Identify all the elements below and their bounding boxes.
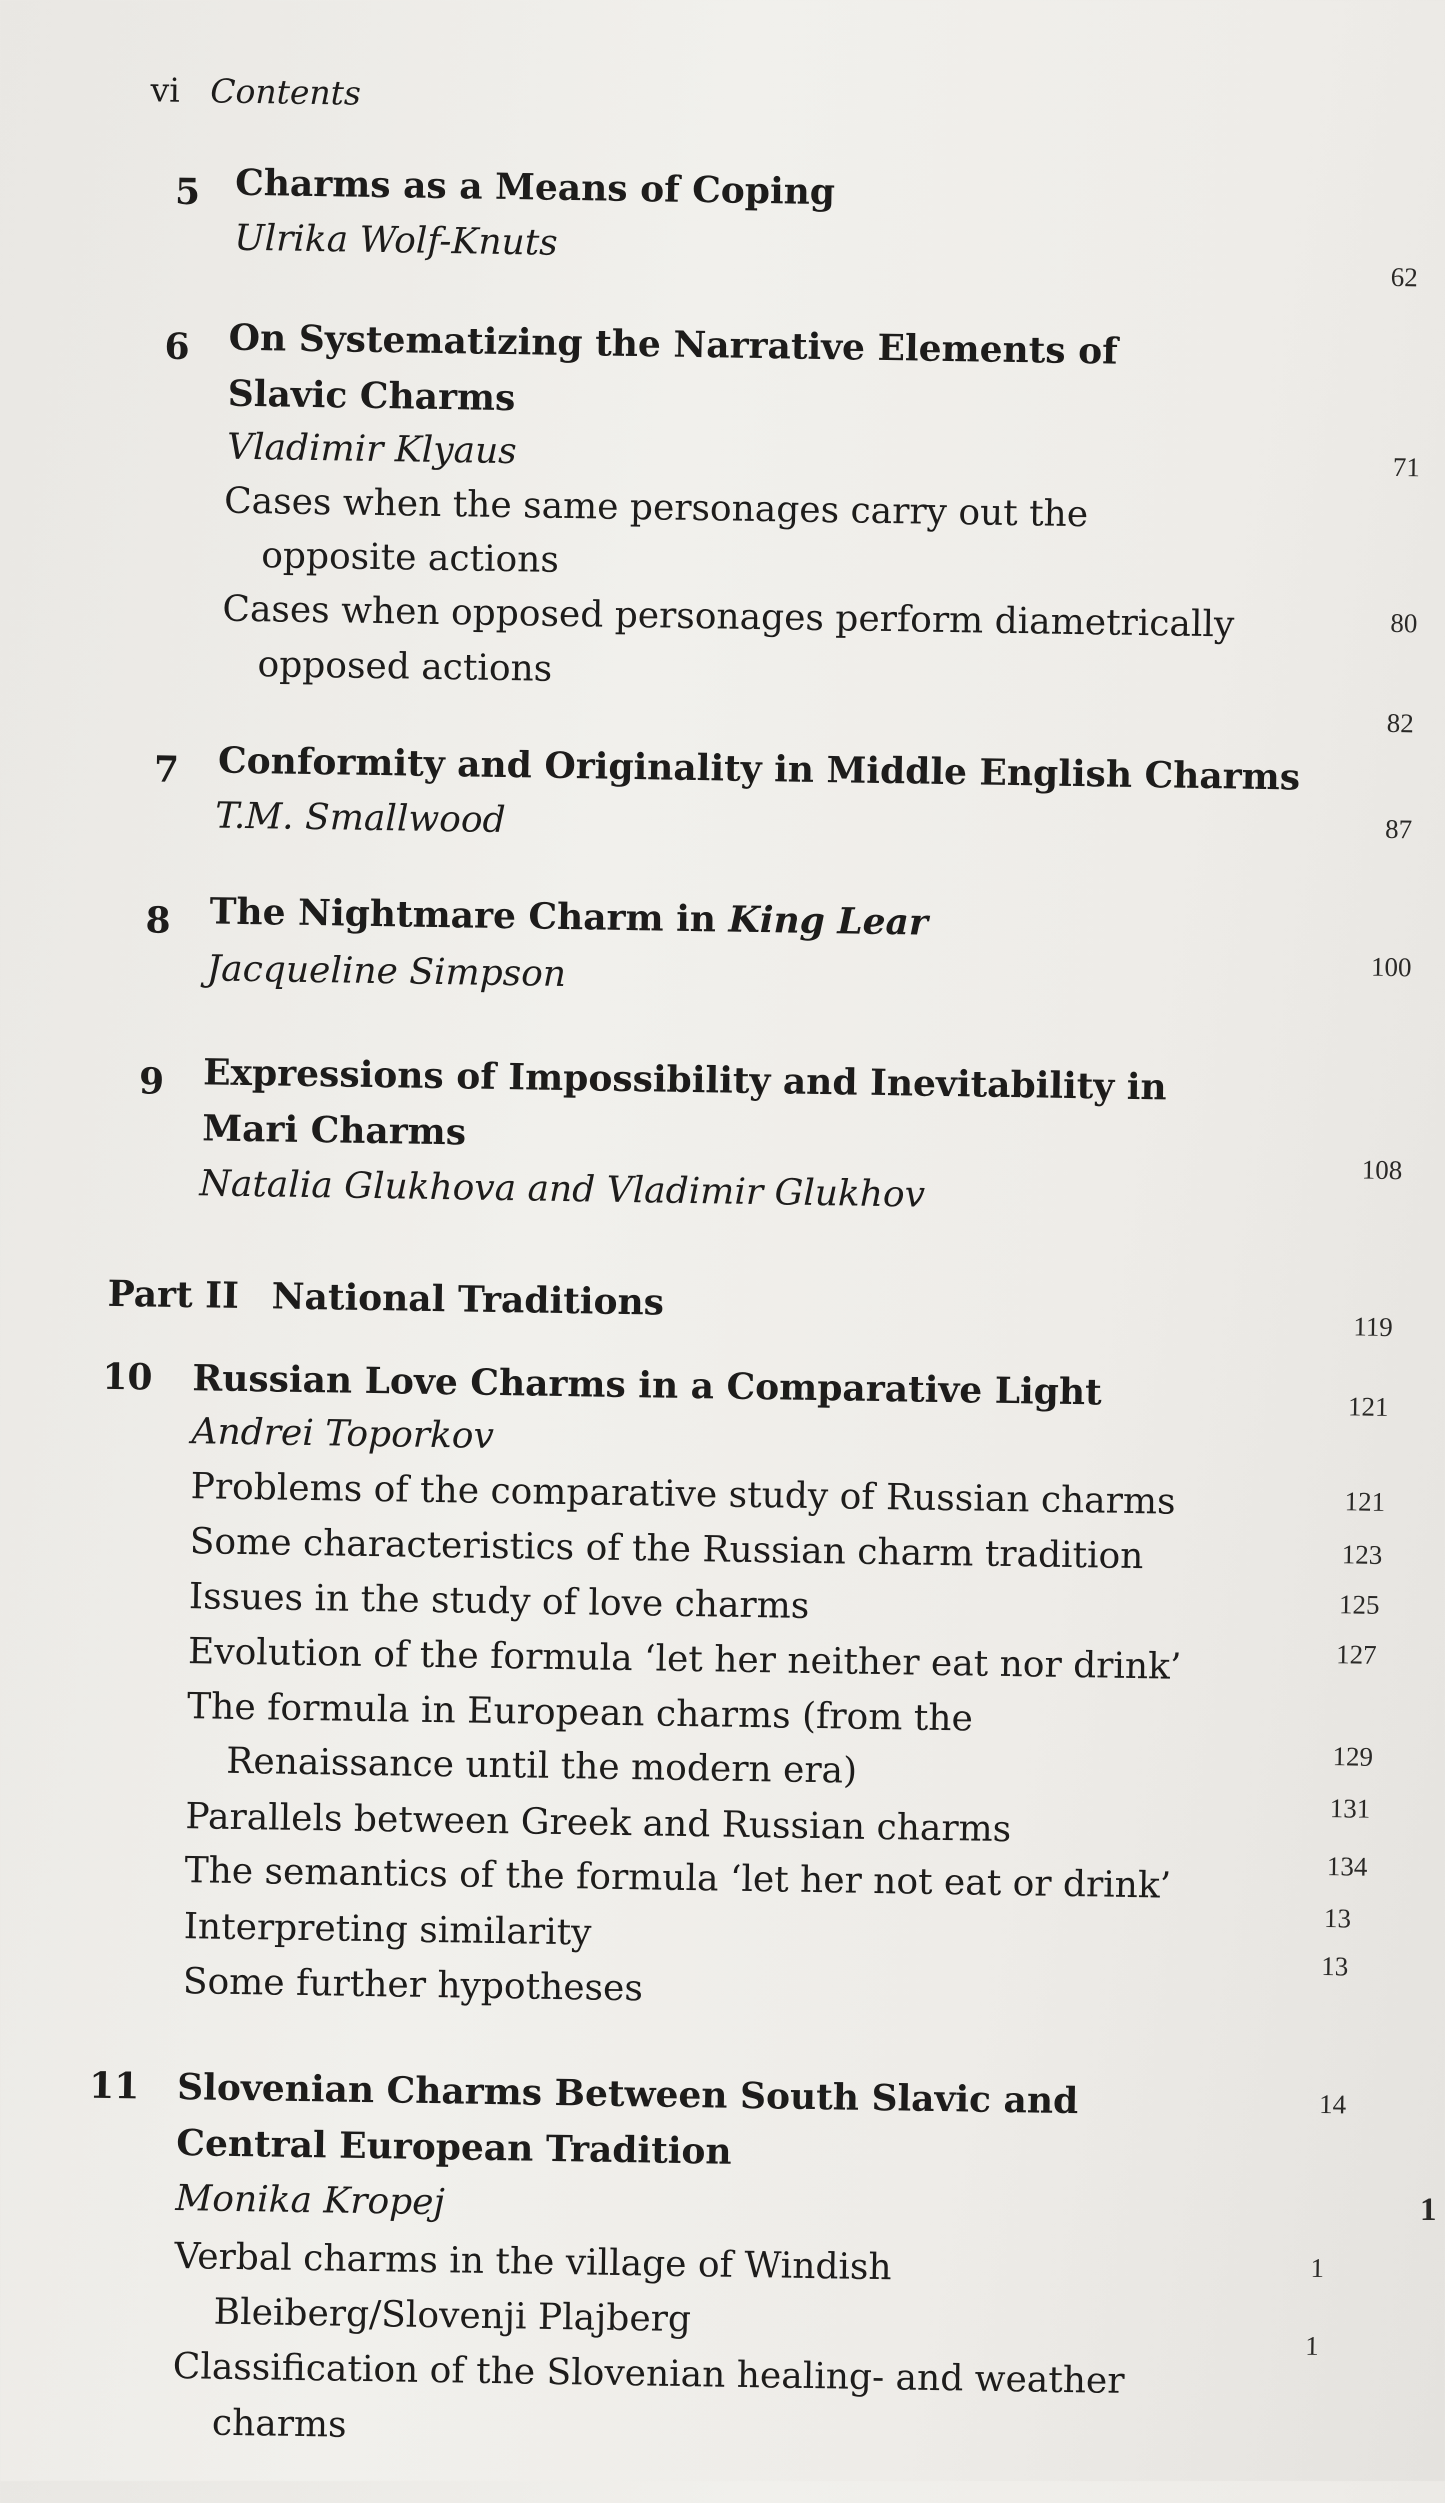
section-line-cont[interactable]: charms <box>211 2402 347 2446</box>
section-line[interactable]: Problems of the comparative study of Russian charms <box>190 1466 1176 1523</box>
page-ref: 13 <box>1323 1903 1352 1934</box>
page-ref: 129 <box>1332 1741 1374 1772</box>
section-line[interactable]: Evolution of the formula ‘let her neither eat nor drink’ <box>187 1631 1182 1688</box>
section-line[interactable]: Some characteristics of the Russian charm tradition <box>189 1521 1144 1578</box>
chapter-title[interactable]: Conformity and Originality in Middle English Charms <box>217 739 1301 799</box>
header-title: Contents <box>209 71 362 113</box>
part-title[interactable]: National Traditions <box>271 1275 665 1324</box>
page-ref: 82 <box>1386 707 1415 739</box>
page-ref: 123 <box>1341 1539 1383 1570</box>
chapter-title-italic: King Lear <box>728 898 929 944</box>
section-line-cont[interactable]: Renaissance until the modern era) <box>226 1740 858 1792</box>
chapter-title[interactable]: Charms as a Means of Coping <box>234 161 836 214</box>
chapter-title-cont[interactable]: Slavic Charms <box>227 372 516 420</box>
section-line-cont[interactable]: Bleiberg/Slovenji Plajberg <box>213 2291 692 2341</box>
page-ref: 127 <box>1335 1639 1377 1670</box>
chapter-author: T.M. Smallwood <box>214 795 506 842</box>
section-line[interactable]: Cases when opposed personages perform diametrically <box>222 588 1235 646</box>
part-label: Part II <box>107 1272 240 1317</box>
running-header <box>150 70 361 112</box>
chapter-title[interactable]: Slovenian Charms Between South Slavic and <box>176 2066 1079 2123</box>
page-ref: 87 <box>1384 813 1413 845</box>
section-line[interactable]: Some further hypotheses <box>182 1961 644 2010</box>
page-ref: 125 <box>1338 1589 1380 1620</box>
section-line[interactable]: Cases when the same personages carry out the <box>223 480 1089 536</box>
chapter-author: Natalia Glukhova and Vladimir Glukhov <box>199 1163 926 1216</box>
page-ref: 121 <box>1347 1391 1389 1422</box>
page-ref: 14 <box>1318 2088 1347 2120</box>
chapter-number: 5 <box>174 170 201 214</box>
chapter-author: Andrei Toporkov <box>191 1411 495 1457</box>
chapter-number: 11 <box>88 2064 140 2108</box>
chapter-number: 7 <box>153 748 180 791</box>
section-line[interactable]: Parallels between Greek and Russian charms <box>185 1796 1012 1851</box>
page-ref: 1 <box>1310 2252 1325 2284</box>
chapter-title[interactable]: Expressions of Impossibility and Inevitability in <box>202 1051 1167 1109</box>
section-line[interactable]: Verbal charms in the village of Windish <box>174 2236 892 2289</box>
page-ref: 108 <box>1361 1154 1403 1186</box>
chapter-number: 9 <box>138 1060 165 1103</box>
chapter-title[interactable]: Russian Love Charms in a Comparative Light <box>192 1357 1103 1414</box>
page-ref: 1 <box>1305 2330 1320 2362</box>
chapter-author: Monika Kropej <box>175 2178 446 2224</box>
section-line[interactable]: Classification of the Slovenian healing- and weather <box>172 2346 1125 2402</box>
header-page-number: vi <box>150 70 181 110</box>
chapter-title-cont[interactable]: Central European Tradition <box>176 2122 732 2173</box>
page-ref: 62 <box>1390 261 1419 293</box>
chapter-title[interactable]: On Systematizing the Narrative Elements of <box>228 316 1118 373</box>
page-ref: 134 <box>1326 1851 1368 1882</box>
chapter-author: Ulrika Wolf-Knuts <box>233 217 559 264</box>
chapter-author: Jacqueline Simpson <box>206 948 567 996</box>
chapter-title-cont[interactable]: Mari Charms <box>201 1107 467 1154</box>
page-ref: 131 <box>1329 1793 1371 1824</box>
stray-page-digit: 1 <box>1420 2192 1437 2228</box>
chapter-number: 8 <box>145 899 171 942</box>
chapter-author: Vladimir Klyaus <box>226 426 518 473</box>
page-ref: 13 <box>1321 1950 1349 1982</box>
section-line[interactable]: Issues in the study of love charms <box>188 1576 810 1627</box>
chapter-number: 10 <box>102 1355 153 1399</box>
section-line-cont[interactable]: opposite actions <box>260 535 560 581</box>
page-ref: 119 <box>1353 1311 1394 1343</box>
page-ref: 100 <box>1370 951 1412 983</box>
chapter-number: 6 <box>164 325 190 369</box>
section-line-cont[interactable]: opposed actions <box>257 644 553 690</box>
page-ref: 80 <box>1390 607 1418 639</box>
section-line[interactable]: The semantics of the formula ‘let her not eat or drink’ <box>184 1850 1172 1907</box>
section-line[interactable]: Interpreting similarity <box>183 1906 592 1954</box>
chapter-title-text: The Nightmare Charm in <box>209 890 729 941</box>
page-ref: 121 <box>1344 1486 1386 1517</box>
page-ref: 71 <box>1392 451 1421 483</box>
chapter-title[interactable] <box>209 890 928 943</box>
section-line[interactable]: The formula in European charms (from the <box>186 1686 974 1740</box>
